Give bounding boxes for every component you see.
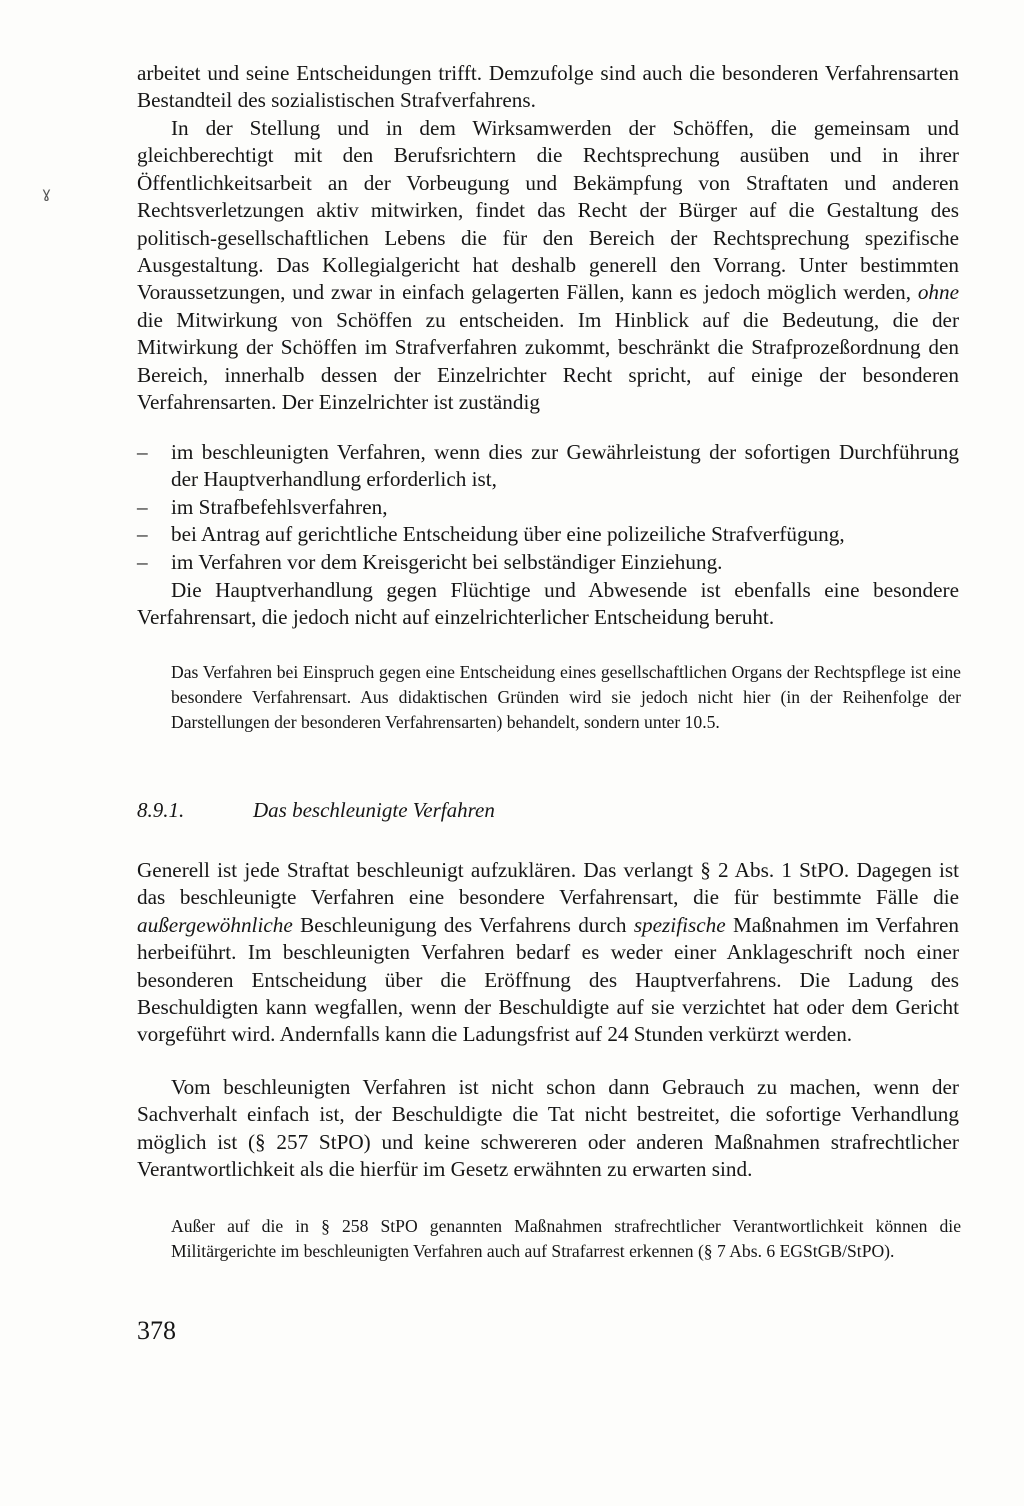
emphasis-spezifische: spezifische xyxy=(633,912,726,937)
footnote-einspruch: Das Verfahren bei Einspruch gegen eine Entscheidung eines gesellschaftlichen Organs der Rechtspflege ist eine besondere Verfahrensart. Aus didaktischen Gründen wird sie jedoch nicht hier (in der Reihenfolge der Darstellungen der besonderen Verfahrensarten) behandelt, sondern unter 10.5. xyxy=(171,662,961,732)
dash-bullet: – xyxy=(137,440,148,464)
emphasis-ohne: ohne xyxy=(917,280,960,305)
einzelrichter-list xyxy=(137,439,959,576)
dash-bullet: – xyxy=(137,522,148,547)
dash-bullet: – xyxy=(137,549,148,574)
list-item: – bei Antrag auf gerichtliche Entscheidung über eine polizeiliche Strafverfügung, xyxy=(137,521,959,548)
page-number: 378 xyxy=(137,1316,176,1345)
paragraph-beschleunigt: Generell ist jede Straftat beschleunigt aufzuklären. Das verlangt § 2 Abs. 1 StPO. Dagegen ist das beschleunigte Verfahren eine besondere Verfahrensart, die für bestimmte Fälle die außergewöhnliche Beschleunigung des Verfahrens durch spezifische Maßnahmen im Verfahren herbeiführt. Im beschleunigten Verfahren bedarf es weder einer Anklageschrift noch einer besonderen Entscheidung über die Eröffnung des Hauptverfahrens. Die Ladung des Beschuldigten kann wegfallen, wenn der Beschuldigte auf sie verzichtet hat oder dem Gericht vorgeführt wird. Andernfalls kann die Ladungsfrist auf 24 Stunden verkürzt werden. xyxy=(137,858,960,1047)
emphasis-aussergewoehnliche: außergewöhnliche xyxy=(137,912,293,937)
margin-mark: ɣ xyxy=(42,184,51,202)
paragraph-gebrauch: Vom beschleunigten Verfahren ist nicht schon dann Gebrauch zu machen, wenn der Sachverhalt einfach ist, der Beschuldigte die Tat nicht bestreitet, die sofortige Verhandlung möglich ist (§ 257 StPO) und keine schwereren oder anderen Maßnahmen strafrechtlicher Verantwortlichkeit als die hierfür im Gesetz erwähnten zu erwarten sind. xyxy=(137,1075,959,1182)
section-heading xyxy=(137,798,959,828)
dash-bullet: – xyxy=(137,494,148,519)
list-item: – im beschleunigten Verfahren, wenn dies zur Gewährleistung der sofortigen Durchführung der Hauptverhandlung erforderlich ist, xyxy=(137,440,959,492)
footnote-militaergerichte: Außer auf die in § 258 StPO genannten Maßnahmen strafrechtlicher Verantwortlichkeit können die Militärgerichte im beschleunigten Verfahren auch auf Strafarrest erkennen (§ 7 Abs. 6 EGStGB/StPO). xyxy=(171,1216,961,1261)
section-number: 8.9.1. xyxy=(137,798,185,822)
paragraph-schoeffen: In der Stellung und in dem Wirksamwerden der Schöffen, die gemeinsam und gleichberechtigt mit den Berufsrichtern die Rechtsprechung ausüben und in ihrer Öffentlichkeitsarbeit an der Vorbeugung und Bekämpfung von Straftaten und anderen Rechtsverletzungen aktiv mitwirken, findet das Recht der Bürger auf die Gestaltung des politisch-gesellschaftlichen Lebens die für den Bereich der Rechtsprechung spezifische Ausgestaltung. Das Kollegialgericht hat deshalb generell den Vorrang. Unter bestimmten Voraussetzungen, und zwar in einfach gelagerten Fällen, kann es jedoch möglich werden, ohne die Mitwirkung von Schöffen zu entscheiden. Im Hinblick auf die Bedeutung, die der Mitwirkung der Schöffen im Strafverfahren zukommt, beschränkt die Strafprozeßordnung den Bereich, innerhalb dessen der Einzelrichter Recht spricht, auf einige der besonderen Verfahrensarten. Der Einzelrichter ist zuständig xyxy=(137,116,960,415)
section-title: Das beschleunigte Verfahren xyxy=(253,798,495,822)
list-item: – im Strafbefehlsverfahren, xyxy=(137,494,959,521)
paragraph-fluechtige: Die Hauptverhandlung gegen Flüchtige und Abwesende ist ebenfalls eine besondere Verfahrensart, die jedoch nicht auf einzelrichterlicher Entscheidung beruht. xyxy=(137,578,959,630)
paragraph-continuation: arbeitet und seine Entscheidungen trifft. Demzufolge sind auch die besonderen Verfahrensarten Bestandteil des sozialistischen Strafverfahrens. xyxy=(137,61,959,113)
list-item: – im Verfahren vor dem Kreisgericht bei selbständiger Einziehung. xyxy=(137,549,959,576)
